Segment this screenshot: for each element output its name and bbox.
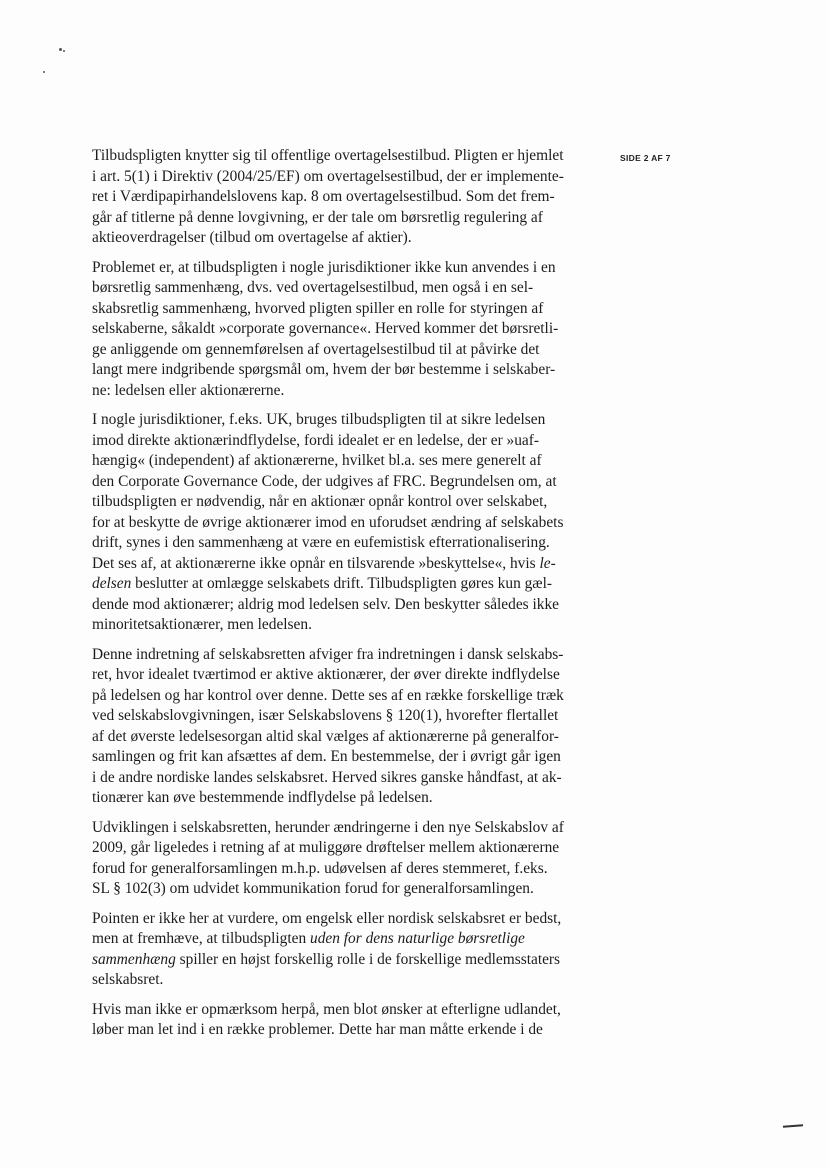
text-line: Denne indretning af selskabsretten afviger fra indretningen i dansk selskabs- — [92, 645, 564, 663]
text-segment: beslutter at omlægge selskabets drift. Tilbudspligten gøres kun gæl- — [131, 575, 552, 592]
text-line: på ledelsen og har kontrol over denne. Dette ses af en række forskellige træk — [92, 686, 564, 704]
italic-segment: le- — [539, 554, 556, 572]
text-line: skabsretlig sammenhæng, hvorved pligten spiller en rolle for styringen af — [92, 299, 544, 317]
text-line: ret, hvor idealet tværtimod er aktive aktionærer, der øver direkte indflydelse — [92, 666, 560, 683]
scan-speck — [63, 50, 65, 52]
scan-speck — [59, 48, 62, 51]
text-segment: men at fremhæve, at tilbudspligten — [92, 930, 310, 947]
text-line: ret i Værdipapirhandelslovens kap. 8 om overtagelsestilbud. Som det frem- — [92, 188, 555, 205]
text-line: Problemet er, at tilbudspligten i nogle jurisdiktioner ikke kun anvendes i en — [92, 258, 556, 276]
text-line: af det øverste ledelsesorgan altid skal vælges af aktionærerne på generalfor- — [92, 727, 559, 745]
text-line: langt mere indgribende spørgsmål om, hvem der bør bestemme i selskaber- — [92, 361, 556, 378]
paragraph-3 — [92, 410, 592, 636]
text-line: tilbudspligten er nødvendig, når en aktionær opnår kontrol over selskabet, — [92, 493, 548, 510]
italic-segment: delsen — [92, 575, 132, 592]
paragraph-6 — [92, 909, 592, 991]
text-line: SL § 102(3) om udvidet kommunikation forud for generalforsamlingen. — [92, 880, 534, 897]
paragraph-2 — [92, 258, 592, 402]
text-line: går af titlerne på denne lovgivning, er der tale om børsretlig regulering af — [92, 208, 543, 226]
text-line — [92, 554, 592, 575]
text-line: samlingen og frit kan afsættes af dem. En bestemmelse, der i øvrigt går igen — [92, 748, 561, 765]
text-line: den Corporate Governance Code, der udgives af FRC. Begrundelsen om, at — [92, 472, 557, 490]
paragraph-1 — [92, 146, 592, 249]
text-line: dende mod aktionærer; aldrig mod ledelsen selv. Den beskytter således ikke — [92, 595, 560, 613]
page-number-label: SIDE 2 AF 7 — [620, 153, 671, 163]
scan-mark — [783, 1124, 803, 1127]
text-line: hængig« (independent) af aktionærerne, hvilket bl.a. ses mere generelt af — [92, 452, 542, 469]
text-line: Pointen er ikke her at vurdere, om engelsk eller nordisk selskabsret er bedst, — [92, 909, 562, 927]
text-line: selskaberne, såkaldt »corporate governance«. Herved kommer det børsretli- — [92, 320, 559, 337]
text-line: ne: ledelsen eller aktionærerne. — [92, 381, 285, 399]
text-line — [92, 950, 592, 971]
text-line: i de andre nordiske landes selskabsret. Herved sikres ganske håndfast, at ak- — [92, 768, 562, 786]
text-line: 2009, går ligeledes i retning af at muliggøre drøftelser mellem aktionærerne — [92, 839, 560, 856]
text-line: tionærer kan øve bestemmende indflydelse på ledelsen. — [92, 789, 433, 806]
italic-segment: uden for dens naturlige børsretlige — [310, 930, 525, 947]
paragraph-4 — [92, 645, 592, 809]
text-line: minoritetsaktionærer, men ledelsen. — [92, 616, 312, 633]
text-line: Hvis man ikke er opmærksom herpå, men blot ønsker at efterligne udlandet, — [92, 1000, 561, 1018]
text-line: imod direkte aktionærindflydelse, fordi idealet er en ledelse, der er »uaf- — [92, 431, 540, 449]
text-line: forud for generalforsamlingen m.h.p. udøvelsen af deres stemmeret, f.eks. — [92, 859, 548, 877]
text-line: løber man let ind i en række problemer. Dette har man måtte erkende i de — [92, 1021, 543, 1038]
italic-segment: sammenhæng — [92, 950, 176, 968]
paragraph-5 — [92, 818, 592, 900]
text-line — [92, 574, 592, 595]
text-line: aktieoverdragelser (tilbud om overtagelse af aktier). — [92, 229, 412, 246]
text-line: børsretlig sammenhæng, dvs. ved overtagelsestilbud, men også i en sel- — [92, 279, 534, 296]
body-text — [92, 146, 592, 1050]
text-line — [92, 929, 592, 950]
text-line: selskabsret. — [92, 971, 164, 988]
scan-speck — [43, 71, 45, 73]
paragraph-7 — [92, 1000, 592, 1041]
text-line: Udviklingen i selskabsretten, herunder ændringerne i den nye Selskabslov af — [92, 818, 564, 836]
text-line: Tilbudspligten knytter sig til offentlige overtagelsestilbud. Pligten er hjemlet — [92, 147, 564, 164]
text-line: ved selskabslovgivningen, især Selskabslovens § 120(1), hvorefter flertallet — [92, 707, 559, 724]
text-line: I nogle jurisdiktioner, f.eks. UK, bruges tilbudspligten til at sikre ledelsen — [92, 411, 546, 428]
text-line: i art. 5(1) i Direktiv (2004/25/EF) om overtagelsestilbud, der er implemente- — [92, 167, 564, 185]
text-segment: Det ses af, at aktionærerne ikke opnår en tilsvarende »beskyttelse«, hvis — [92, 554, 540, 572]
text-line: drift, synes i den sammenhæng at være en eufemistisk efterrationalisering. — [92, 534, 550, 551]
text-line: for at beskytte de øvrige aktionærer imod en uforudset ændring af selskabets — [92, 513, 564, 531]
text-line: ge anliggende om gennemførelsen af overtagelsestilbud til at påvirke det — [92, 340, 540, 358]
text-segment: spiller en højst forskellig rolle i de forskellige medlemsstaters — [175, 950, 561, 968]
